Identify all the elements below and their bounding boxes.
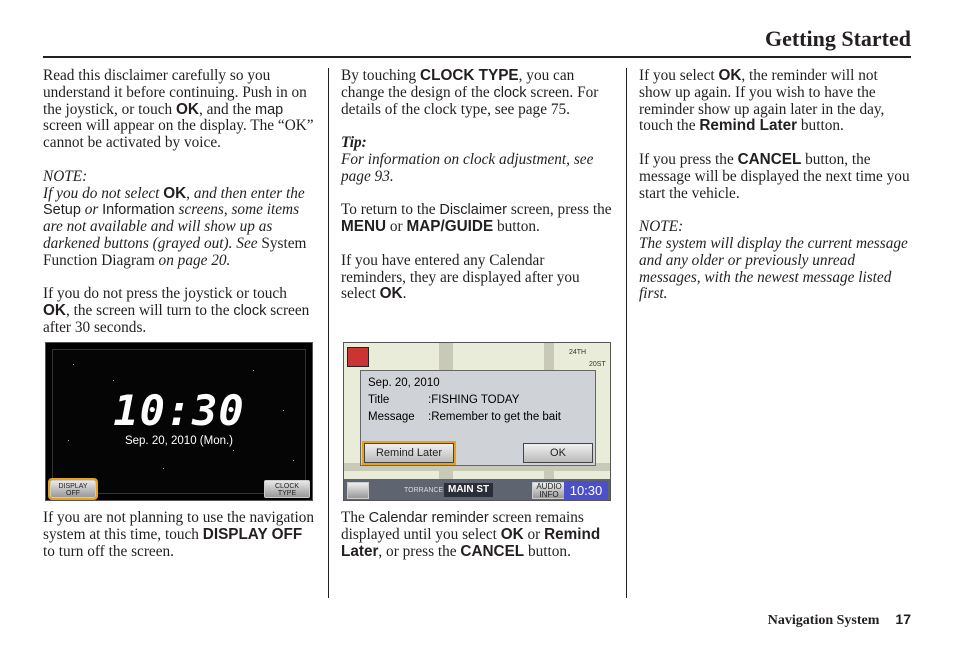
reminder-message-value: :Remember to get the bait — [428, 411, 561, 423]
column-1 — [43, 68, 315, 354]
footer — [768, 611, 911, 629]
reminder-date: Sep. 20, 2010 — [368, 377, 440, 389]
audio-info-button[interactable]: AUDIO INFO — [532, 482, 566, 499]
remind-later-button[interactable]: Remind Later — [364, 443, 454, 463]
clock-time: 10:30 — [113, 386, 245, 435]
column-3 — [639, 68, 911, 320]
footer-label: Navigation System — [767, 613, 880, 628]
disclaimer-paragraph: Read this disclaimer carefully so you understand it before continuing. Push in on the joystick, or touch OK, and the map screen will appear on the display. The “OK” cannot be activated by voice. — [43, 67, 314, 152]
reminder-title-label: Title — [368, 394, 390, 406]
reminder-message-label: Message — [368, 411, 415, 423]
display-off-paragraph: If you are not planning to use the navigation system at this time, touch DISPLAY OFF to turn off the screen. — [43, 509, 315, 560]
screen-clock: 10:30 — [564, 481, 608, 500]
ok-button[interactable]: OK — [523, 443, 593, 463]
calendar-reminder-dialog — [360, 370, 596, 466]
note-label: NOTE: — [639, 218, 684, 236]
page-number: 17 — [895, 611, 911, 627]
tip-label: Tip: — [341, 134, 367, 152]
column-divider — [626, 68, 627, 598]
note-text: If you do not select OK, and then enter the Setup or Information screens, some items are not available and will show up as darkened buttons (grayed out). See System Function Diagram on page 20. — [43, 184, 307, 269]
header-rule — [43, 56, 911, 58]
note-text: The system will display the current message and any older or previously unread messages, with the newest message listed first. — [639, 234, 908, 303]
cancel-paragraph: If you press the CANCEL button, the message will be displayed the next time you start the vehicle. — [639, 150, 910, 202]
clock-screen-image — [45, 342, 313, 501]
calendar-paragraph: If you have entered any Calendar reminders, they are displayed after you select OK. — [341, 251, 580, 303]
column-divider — [328, 68, 329, 598]
calendar-reminder-screen-image — [343, 342, 611, 501]
clock-date: Sep. 20, 2010 (Mon.) — [124, 435, 234, 447]
clock-type-button[interactable]: CLOCK TYPE — [264, 480, 310, 498]
map-label: TORRANCE — [404, 487, 444, 494]
column-2 — [341, 68, 613, 320]
note-label: NOTE: — [43, 167, 88, 185]
return-paragraph: To return to the Disclaimer screen, press the MENU or MAP/GUIDE button. — [341, 201, 612, 236]
display-off-button[interactable]: DISPLAY OFF — [50, 480, 96, 498]
clock-screen-display — [52, 349, 306, 494]
reminder-title-value: :FISHING TODAY — [428, 394, 520, 406]
current-street: MAIN ST — [444, 483, 493, 497]
map-label: 24TH — [569, 349, 587, 356]
calendar-reminder-paragraph: The Calendar reminder screen remains displayed until you select OK or Remind Later, or press the CANCEL button. — [341, 509, 601, 560]
map-label: 20ST — [589, 361, 606, 368]
map-view-icon[interactable] — [347, 482, 369, 499]
map-status-bar — [344, 479, 610, 501]
page-title: Getting Started — [764, 26, 911, 51]
tip-text: For information on clock adjustment, see page 93. — [341, 150, 594, 185]
clock-timeout-paragraph: If you do not press the joystick or touch OK, the screen will turn to the clock screen after 30 seconds. — [43, 285, 310, 336]
clock-type-paragraph: By touching CLOCK TYPE, you can change the design of the clock screen. For details of the clock type, see page 75. — [341, 67, 599, 118]
north-arrow-icon — [347, 347, 369, 367]
ok-paragraph: If you select OK, the reminder will not show up again. If you wish to have the reminder show up again later in the day, touch the Remind Later button. — [639, 67, 885, 135]
